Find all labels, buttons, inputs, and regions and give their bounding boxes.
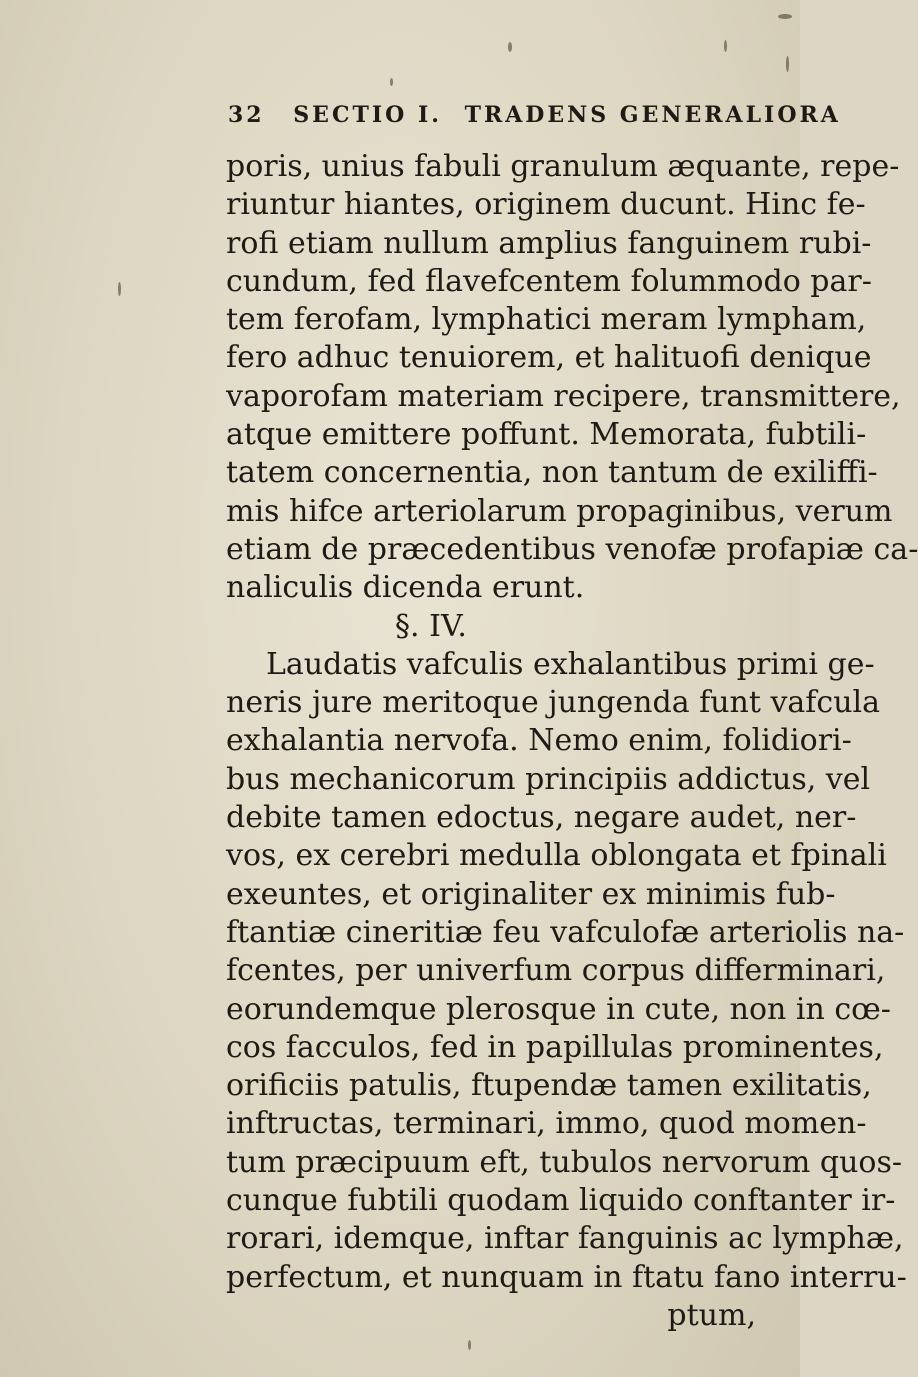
text-line: tem ferofam, lymphatici meram lympham,: [226, 302, 867, 338]
text-line: perfectum, et nunquam in ftatu fano interru-: [226, 1259, 907, 1295]
ink-speck: [118, 282, 121, 296]
text-line: etiam de præcedentibus venofæ profapiæ ca-: [226, 531, 918, 567]
text-line: rofi etiam nullum amplius fanguinem rubi-: [226, 225, 872, 261]
running-head-title: TRADENS GENERALIORA: [464, 102, 841, 128]
text-line: Laudatis vafculis exhalantibus primi ge-: [266, 646, 875, 682]
text-line: exeuntes, et originaliter ex minimis fub-: [226, 876, 836, 912]
text-line: exhalantia nervofa. Nemo enim, folidiori-: [226, 723, 852, 759]
running-head-section: SECTIO I.: [293, 102, 442, 128]
ink-speck: [724, 40, 727, 52]
ink-speck: [390, 78, 393, 86]
text-line: bus mechanicorum principiis addictus, vel: [226, 761, 871, 797]
text-line: tum præcipuum eft, tubulos nervorum quos-: [226, 1144, 902, 1180]
text-line: vos, ex cerebri medulla oblongata et fpinali: [226, 838, 887, 874]
text-line: rorari, idemque, inftar fanguinis ac lymphæ,: [226, 1221, 904, 1257]
text-line: vaporofam materiam recipere, transmittere,: [226, 378, 901, 414]
page-number: 32: [228, 102, 265, 128]
text-line: cos facculos, fed in papillulas prominentes,: [226, 1029, 884, 1065]
ink-speck: [778, 14, 792, 19]
text-line: inftructas, terminari, immo, quod momen-: [226, 1106, 867, 1142]
text-line: ftantiæ cineritiæ feu vafculofæ arteriolis na-: [226, 914, 905, 950]
ink-speck: [786, 56, 789, 72]
text-line: mis hifce arteriolarum propaginibus, verum: [226, 493, 893, 529]
text-line: orificiis patulis, ftupendæ tamen exilitatis,: [226, 1068, 872, 1104]
text-line: cundum, fed flavefcentem folummodo par-: [226, 263, 872, 299]
catchword: ptum,: [667, 1297, 756, 1333]
text-line: poris, unius fabuli granulum æquante, repe-: [226, 149, 900, 184]
main-text: [226, 148, 918, 1335]
text-line: neris jure meritoque jungenda funt vafcula: [226, 685, 880, 721]
running-head: [228, 102, 841, 138]
section-heading: §. IV.: [395, 608, 467, 644]
text-line: eorundemque plerosque in cute, non in cœ-: [226, 991, 891, 1027]
ink-speck: [508, 42, 512, 52]
text-line: tatem concernentia, non tantum de exiliffi-: [226, 455, 878, 491]
text-line: debite tamen edoctus, negare audet, ner-: [226, 800, 857, 836]
text-line: cunque fubtili quodam liquido conftanter ir-: [226, 1183, 896, 1219]
text-line: atque emittere poffunt. Memorata, fubtili-: [226, 417, 867, 453]
text-line: fero adhuc tenuiorem, et halituofi denique: [226, 340, 872, 376]
text-line: riuntur hiantes, originem ducunt. Hinc fe-: [226, 187, 866, 223]
text-line: naliculis dicenda erunt.: [226, 570, 585, 606]
text-line: fcentes, per univerfum corpus differminari,: [226, 953, 886, 989]
ink-speck: [468, 1340, 471, 1350]
